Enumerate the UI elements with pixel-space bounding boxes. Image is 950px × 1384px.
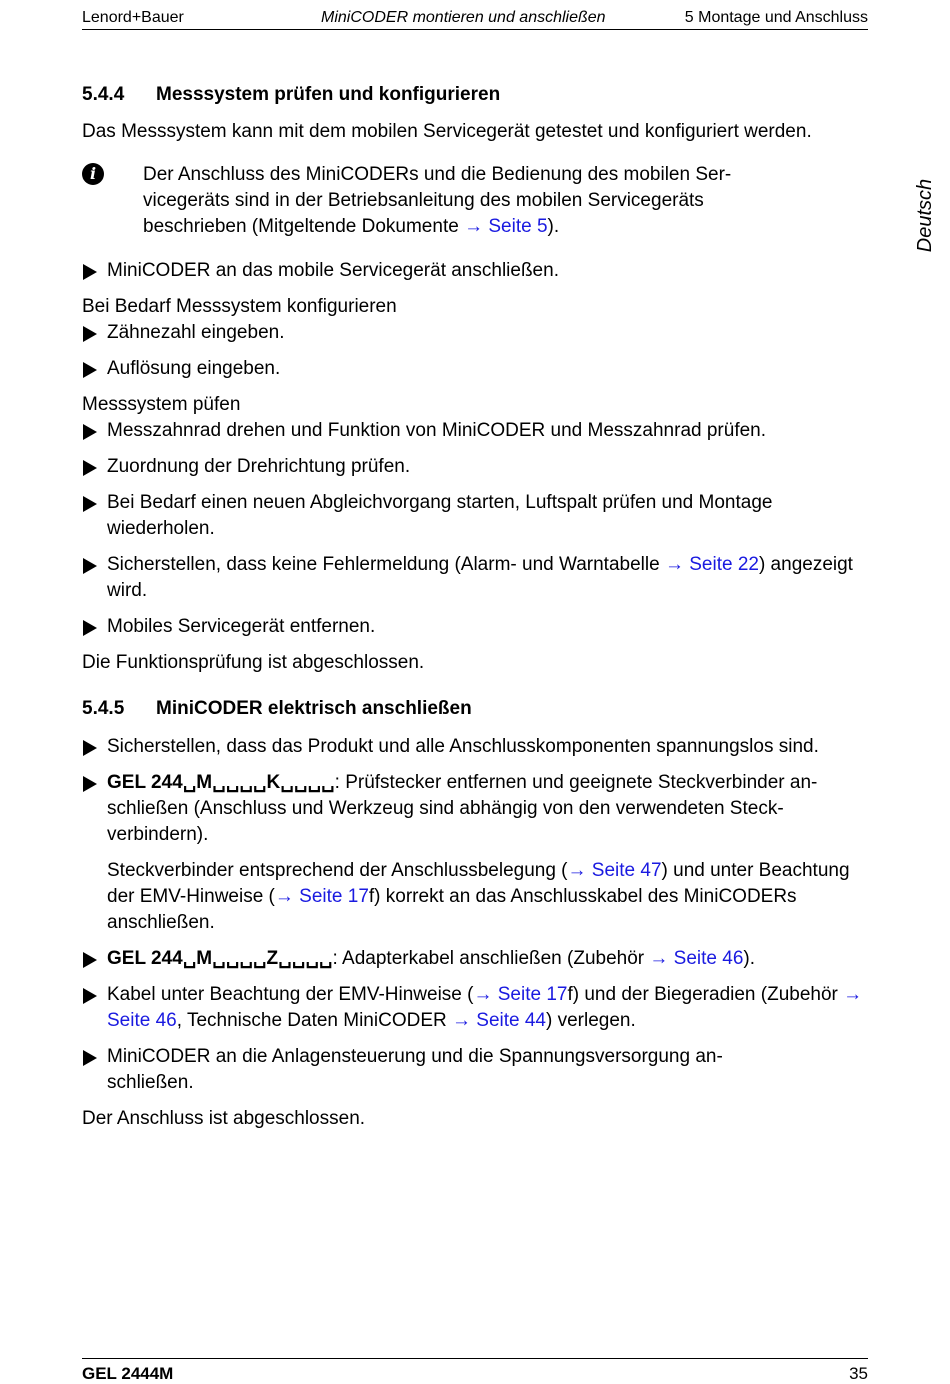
link-seite-5[interactable]: → Seite 5 bbox=[464, 216, 548, 237]
note-text: Der Anschluss des MiniCODERs und die Bedienung des mobilen Servicegeräts sind in der Betriebsanleitung des mobilen Servicegeräts beschrieben (Mitgeltende Dokumente bbox=[143, 164, 732, 237]
step-triangle-icon bbox=[83, 988, 97, 1004]
step-text: : Adapterkabel anschließen (Zubehör bbox=[332, 948, 650, 969]
step-text: f) und der Biegeradien (Zubehör bbox=[567, 984, 844, 1005]
step-enter-resolution bbox=[82, 356, 868, 382]
detail-text: f) korrekt an das Anschlusskabel des MiniCODERs anschließen. bbox=[107, 886, 797, 933]
detail-text: Steckverbinder entsprechend der Anschlussbelegung ( bbox=[107, 860, 568, 881]
section-heading-544 bbox=[82, 82, 868, 108]
footer-product: GEL 2444M bbox=[82, 1364, 174, 1383]
step-triangle-icon bbox=[83, 776, 97, 792]
step-voltage-free bbox=[82, 734, 868, 760]
step-enter-teeth bbox=[82, 320, 868, 346]
section-number: 5.4.4 bbox=[82, 84, 125, 105]
variant-code-k: GEL 244␣M␣␣␣␣K␣␣␣␣ bbox=[107, 772, 335, 793]
step-triangle-icon bbox=[83, 558, 97, 574]
step-calibrate bbox=[82, 490, 868, 542]
variant-k-detail bbox=[82, 858, 868, 936]
page-number: 35 bbox=[849, 1364, 868, 1383]
step-triangle-icon bbox=[83, 424, 97, 440]
section-title: MiniCODER elektrisch anschließen bbox=[156, 698, 472, 719]
language-tab bbox=[898, 172, 950, 258]
intro-paragraph: Das Messsystem kann mit dem mobilen Servicegerät getestet und konfiguriert werden. bbox=[82, 121, 812, 142]
step-text: Zuordnung der Drehrichtung prüfen. bbox=[107, 456, 411, 477]
step-lay-cable bbox=[82, 982, 868, 1034]
step-check-direction bbox=[82, 454, 868, 480]
step-text: MiniCODER an das mobile Servicegerät anschließen. bbox=[107, 260, 559, 281]
step-connect-service-device bbox=[82, 258, 868, 284]
header-company: Lenord+Bauer bbox=[82, 9, 184, 26]
step-text: Bei Bedarf einen neuen Abgleichvorgang starten, Luftspalt prüfen und Montage wiederholen. bbox=[107, 492, 773, 539]
page-header bbox=[82, 7, 868, 30]
step-triangle-icon bbox=[83, 326, 97, 342]
step-text: Sicherstellen, dass das Produkt und alle Anschlusskomponenten spannungslos sind. bbox=[107, 736, 819, 757]
link-seite-46[interactable]: → Seite 46 bbox=[107, 984, 863, 1031]
step-no-error bbox=[82, 552, 868, 604]
step-remove-device bbox=[82, 614, 868, 640]
detail-text: ) und unter Beachtung der EMV-Hinweise ( bbox=[107, 860, 850, 907]
header-section: 5 Montage und Anschluss bbox=[684, 9, 868, 26]
link-seite-47[interactable]: → Seite 47 bbox=[567, 860, 662, 881]
step-text-end: ) angezeigt wird. bbox=[107, 554, 853, 601]
check-label: Messsystem püfen bbox=[82, 394, 241, 415]
header-chapter-title: MiniCODER montieren und anschließen bbox=[321, 9, 606, 26]
variant-code-z: GEL 244␣M␣␣␣␣Z␣␣␣␣ bbox=[107, 948, 333, 969]
step-triangle-icon bbox=[83, 620, 97, 636]
step-text: : Prüfstecker entfernen und geeignete Steckverbinder anschließen (Anschluss und Werkzeug sind abhängig von den verwendeten Steckverbindern). bbox=[107, 772, 818, 845]
step-triangle-icon bbox=[83, 740, 97, 756]
step-text: Mobiles Servicegerät entfernen. bbox=[107, 616, 376, 637]
note-text-end: ). bbox=[547, 216, 560, 237]
configure-label: Bei Bedarf Messsystem konfigurieren bbox=[82, 296, 397, 317]
result-545: Der Anschluss ist abgeschlossen. bbox=[82, 1108, 366, 1129]
page-footer bbox=[82, 1358, 868, 1381]
section-title: Messsystem prüfen und konfigurieren bbox=[156, 84, 501, 105]
step-connect-plc bbox=[82, 1044, 868, 1096]
link-seite-17[interactable]: → Seite 17 bbox=[274, 886, 369, 907]
link-seite-44[interactable]: → Seite 44 bbox=[452, 1010, 546, 1031]
step-text: MiniCODER an die Anlagensteuerung und die Spannungsversorgung anschließen. bbox=[107, 1046, 723, 1093]
step-text: Auflösung eingeben. bbox=[107, 358, 281, 379]
link-seite-17[interactable]: → Seite 17 bbox=[473, 984, 568, 1005]
language-label: Deutsch bbox=[914, 178, 937, 252]
link-seite-22[interactable]: → Seite 22 bbox=[664, 554, 759, 575]
step-text-end: ) verlegen. bbox=[546, 1010, 636, 1031]
main-content bbox=[82, 82, 868, 1132]
step-text: Kabel unter Beachtung der EMV-Hinweise ( bbox=[107, 984, 474, 1005]
step-triangle-icon bbox=[83, 496, 97, 512]
info-note bbox=[82, 162, 868, 240]
step-rotate-wheel bbox=[82, 418, 868, 444]
step-triangle-icon bbox=[83, 362, 97, 378]
section-heading-545 bbox=[82, 696, 868, 722]
step-text: Zähnezahl eingeben. bbox=[107, 322, 285, 343]
section-number: 5.4.5 bbox=[82, 698, 125, 719]
step-triangle-icon bbox=[83, 264, 97, 280]
step-variant-z bbox=[82, 946, 868, 972]
step-triangle-icon bbox=[83, 460, 97, 476]
step-triangle-icon bbox=[83, 952, 97, 968]
step-text: Messzahnrad drehen und Funktion von MiniCODER und Messzahnrad prüfen. bbox=[107, 420, 767, 441]
result-544: Die Funktionsprüfung ist abgeschlossen. bbox=[82, 652, 425, 673]
info-icon: i bbox=[82, 163, 104, 185]
step-text-end: ). bbox=[743, 948, 756, 969]
step-triangle-icon bbox=[83, 1050, 97, 1066]
step-text: , Technische Daten MiniCODER bbox=[176, 1010, 452, 1031]
step-variant-k bbox=[82, 770, 868, 848]
link-seite-46[interactable]: → Seite 46 bbox=[649, 948, 744, 969]
step-text: Sicherstellen, dass keine Fehlermeldung (Alarm- und Warntabelle bbox=[107, 554, 665, 575]
